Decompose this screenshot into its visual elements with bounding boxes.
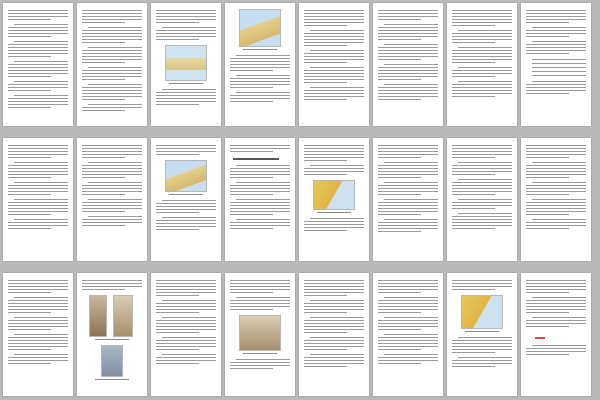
page-thumbnail[interactable]	[3, 273, 73, 396]
page-thumbnail[interactable]	[373, 138, 443, 261]
page-thumbnail[interactable]	[521, 138, 591, 261]
page-thumbnail[interactable]	[447, 3, 517, 126]
page-thumbnail[interactable]	[151, 273, 221, 396]
page-thumbnail[interactable]	[3, 3, 73, 126]
map-image	[165, 160, 207, 192]
statue-image	[113, 295, 133, 337]
page-thumbnail[interactable]	[447, 273, 517, 396]
page-thumbnail[interactable]	[225, 3, 295, 126]
page-thumbnail[interactable]	[373, 273, 443, 396]
page-thumbnail[interactable]	[77, 3, 147, 126]
page-thumbnail[interactable]	[77, 273, 147, 396]
page-thumbnail[interactable]	[299, 273, 369, 396]
page-thumbnail[interactable]	[299, 138, 369, 261]
page-thumbnail[interactable]	[299, 3, 369, 126]
statue-image	[89, 295, 107, 337]
map-image	[461, 295, 503, 329]
page-thumbnail[interactable]	[225, 138, 295, 261]
page-thumbnail[interactable]	[151, 3, 221, 126]
map-image	[313, 180, 355, 210]
temple-image	[239, 315, 281, 351]
page-thumbnail[interactable]	[3, 138, 73, 261]
column-image	[101, 345, 123, 377]
legend-swatch	[535, 337, 545, 339]
page-thumbnail[interactable]	[225, 273, 295, 396]
page-thumbnail[interactable]	[373, 3, 443, 126]
page-thumbnail[interactable]	[77, 138, 147, 261]
page-thumbnail[interactable]	[521, 273, 591, 396]
page-thumbnail[interactable]	[151, 138, 221, 261]
page-thumbnail[interactable]	[447, 138, 517, 261]
page-thumbnail[interactable]	[521, 3, 591, 126]
map-image	[239, 9, 281, 47]
section-heading	[233, 158, 279, 160]
map-image	[165, 45, 207, 81]
